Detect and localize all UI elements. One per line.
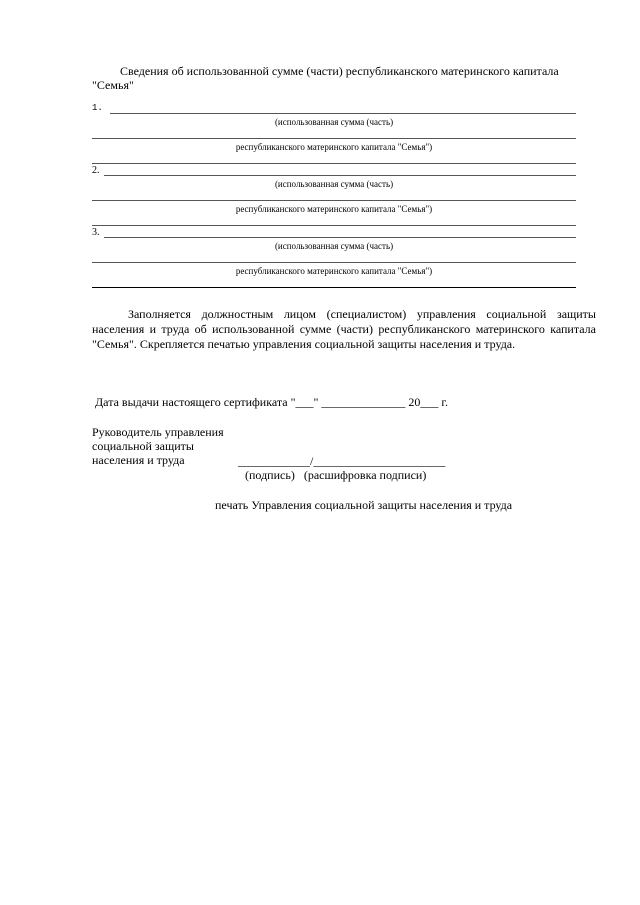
head-title-block [92,425,224,467]
instructions-paragraph: Заполняется должностным лицом (специалистом) управления социальной защиты населения и труда об использованной сумме (части) республиканского материнского капитала "Семья". Скрепляется печатью управления социальной защиты населения и труда. [92,307,596,351]
entry-3-caption-capital: республиканского материнского капитала "Семья") [235,266,433,276]
entry-2-caption-capital: республиканского материнского капитала "Семья") [235,204,433,214]
entry-1-number: 1. [92,103,103,113]
entry-3-separator-line [92,287,576,288]
entry-2-capital-line[interactable] [92,200,576,201]
entry-1-capital-line[interactable] [92,138,576,139]
issue-date-year-field[interactable]: 20___ [408,395,439,409]
document-heading [92,64,612,92]
entry-3-number: 3. [92,227,100,238]
issue-date-year-suffix: г. [441,395,448,409]
entry-2-separator-line [92,225,576,226]
signature-caption-sign: (подпись) [245,468,295,482]
signature-caption-decode: (расшифровка подписи) [303,468,427,482]
entry-3-capital-line[interactable] [92,262,576,263]
entry-1-amount-line[interactable] [110,113,576,114]
entry-1-caption-capital: республиканского материнского капитала "Семья") [235,142,433,152]
issue-date-month-field[interactable]: ______________ [321,395,406,409]
entry-2-number: 2. [92,165,100,176]
signature-captions [245,468,426,482]
heading-line-2: "Семья" [92,78,134,92]
entry-2-amount-line[interactable] [104,175,576,176]
heading-line-1: Сведения об использованной сумме (части) республиканского материнского капитала [120,64,559,78]
head-title-line-2: социальной защиты [92,439,194,453]
issue-date-line [95,395,448,409]
entry-3-caption-amount: (использованная сумма (часть) [274,241,394,251]
entry-1-separator-line [92,163,576,164]
head-title-line-3: населения и труда [92,453,185,467]
stamp-note: печать Управления социальной защиты населения и труда [215,498,513,512]
head-title-line-1: Руководитель управления [92,425,224,439]
entry-3-amount-line[interactable] [104,237,576,238]
signature-field[interactable]: ____________/______________________ [238,454,446,468]
entry-1-caption-amount: (использованная сумма (часть) [274,117,394,127]
entry-2-caption-amount: (использованная сумма (часть) [274,179,394,189]
issue-date-day-field[interactable]: "___" [290,395,319,409]
issue-date-label: Дата выдачи настоящего сертификата [95,395,288,409]
